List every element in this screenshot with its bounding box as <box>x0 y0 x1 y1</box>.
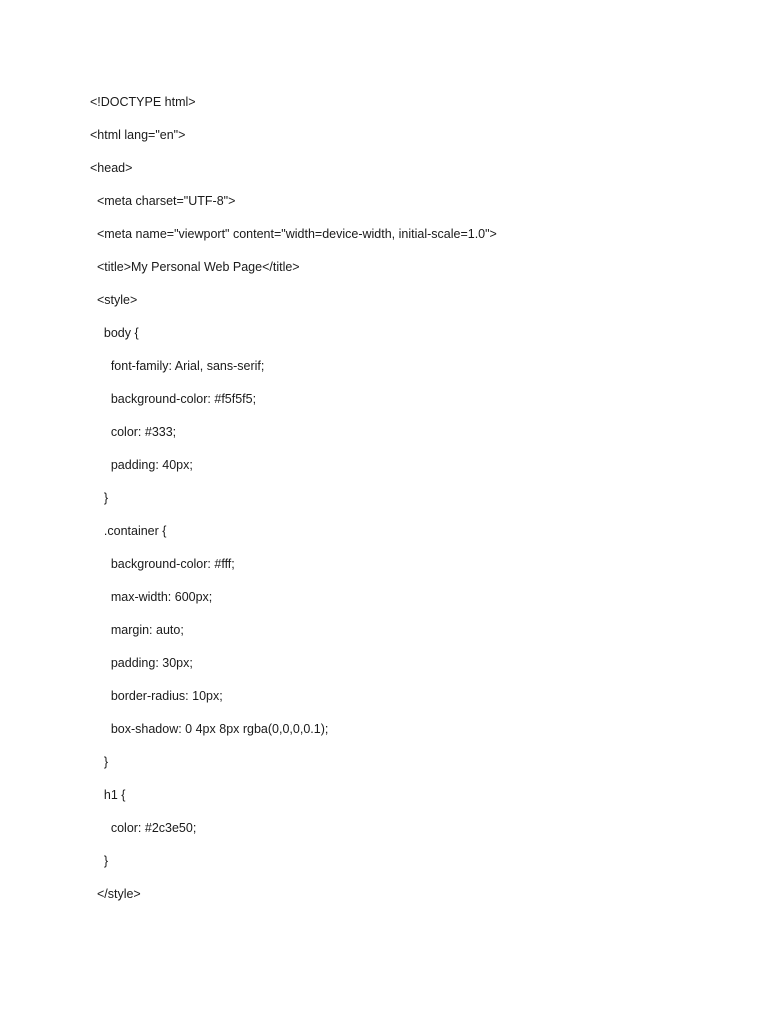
document-line: color: #2c3e50; <box>90 821 197 835</box>
document-line: color: #333; <box>90 425 177 439</box>
document-line: margin: auto; <box>90 623 184 637</box>
document-line: h1 { <box>90 788 126 802</box>
document-line: background-color: #f5f5f5; <box>90 392 257 406</box>
document-line: padding: 40px; <box>90 458 193 472</box>
document-line: <html lang="en"> <box>90 128 186 142</box>
document-line: } <box>90 854 109 868</box>
document-line: body { <box>90 326 139 340</box>
document-line: <!DOCTYPE html> <box>90 95 196 109</box>
document-line: } <box>90 755 109 769</box>
document-line: <meta charset="UTF-8"> <box>90 194 236 208</box>
document-line: <meta name="viewport" content="width=device-width, initial-scale=1.0"> <box>90 227 497 241</box>
document-line: padding: 30px; <box>90 656 193 670</box>
document-line: font-family: Arial, sans-serif; <box>90 359 265 373</box>
document-line: <head> <box>90 161 133 175</box>
document-line: border-radius: 10px; <box>90 689 223 703</box>
document-line: </style> <box>90 887 141 901</box>
document-line: box-shadow: 0 4px 8px rgba(0,0,0,0.1); <box>90 722 329 736</box>
document-line: .container { <box>90 524 167 538</box>
document-line: <title>My Personal Web Page</title> <box>90 260 300 274</box>
document-line: } <box>90 491 109 505</box>
document-line: background-color: #fff; <box>90 557 235 571</box>
document-body <box>90 92 730 917</box>
document-line: <style> <box>90 293 138 307</box>
document-line: max-width: 600px; <box>90 590 213 604</box>
